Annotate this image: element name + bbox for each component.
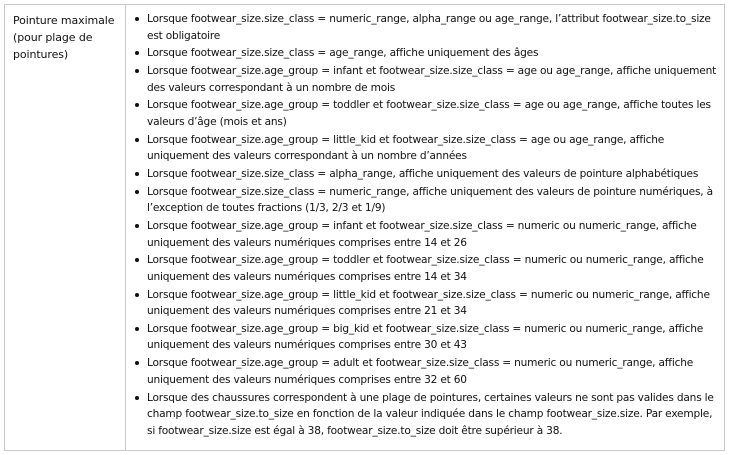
rule-text: Lorsque footwear_size.size_class = age_range, affiche uniquement des âges (147, 47, 539, 60)
bullet-icon (135, 69, 139, 73)
rule-text: Lorsque footwear_size.size_class = numeric_range, alpha_range ou age_range, l’attribut footwear_size.to_size est obligatoire (147, 13, 711, 42)
spec-table (4, 4, 725, 451)
rule-item (134, 45, 718, 62)
rule-text: Lorsque footwear_size.age_group = infant et footwear_size.size_class = age ou age_range, affiche uniquement des valeurs correspondant à un nombre de mois (147, 65, 717, 94)
rule-item (134, 355, 718, 388)
bullet-icon (135, 190, 139, 194)
bullet-icon (135, 361, 139, 365)
rule-text: Lorsque footwear_size.age_group = little_kid et footwear_size.size_class = age ou age_range, affiche uniquement des valeurs correspondant à un nombre d’années (147, 133, 665, 163)
bullet-icon (135, 258, 139, 262)
rule-text: Lorsque footwear_size.age_group = little_kid et footwear_size.size_class = numeric ou numeric_range, affiche uniquement des valeurs numériques comprises entre 21 et 34 (147, 288, 710, 318)
rule-item (134, 184, 718, 217)
bullet-icon (135, 138, 139, 142)
rules-cell (126, 5, 724, 450)
rule-item (134, 287, 718, 320)
bullet-icon (135, 327, 139, 331)
rule-item (134, 132, 718, 165)
rule-item (134, 390, 718, 440)
bullet-icon (135, 51, 139, 55)
rule-item (134, 218, 718, 251)
rule-item (134, 97, 718, 130)
rule-text: Lorsque footwear_size.age_group = big_kid et footwear_size.size_class = numeric ou numeric_range, affiche uniquement des valeurs numériques comprises entre 30 et 43 (147, 322, 704, 352)
rule-text: Lorsque des chaussures correspondent à une plage de pointures, certaines valeurs ne sont pas valides dans le champ footwear_size.to_size en fonction de la valeur indiquée dans le champ footwear_size.size. Par exemple, si footwear_size.size est égal à 38, footwear_size.to_size doit être supérieur à 38. (147, 391, 714, 437)
bullet-icon (135, 17, 139, 21)
rules-list (134, 11, 718, 439)
rule-item (134, 63, 718, 96)
rule-text: Lorsque footwear_size.age_group = toddler et footwear_size.size_class = numeric ou numeric_range, affiche uniquement des valeurs numériques comprises entre 14 et 34 (147, 254, 704, 283)
attribute-label-cell (5, 5, 126, 450)
rule-item (134, 11, 718, 44)
bullet-icon (135, 103, 139, 107)
rule-text: Lorsque footwear_size.age_group = adult et footwear_size.size_class = numeric ou numeric_range, affiche uniquement des valeurs numériques comprises entre 32 et 60 (147, 357, 694, 386)
attribute-label: Pointure maximale (pour plage de pointures) (13, 14, 115, 61)
bullet-icon (135, 293, 139, 297)
rule-text: Lorsque footwear_size.age_group = infant et footwear_size.size_class = numeric ou numeric_range, affiche uniquement des valeurs numériques comprises entre 14 et 26 (147, 220, 697, 249)
bullet-icon (135, 396, 139, 400)
rule-item (134, 166, 718, 183)
rule-text: Lorsque footwear_size.age_group = toddler et footwear_size.size_class = age ou age_range, affiche toutes les valeurs d’âge (mois et ans) (147, 99, 711, 128)
rule-item (134, 321, 718, 354)
rule-text: Lorsque footwear_size.size_class = numeric_range, affiche uniquement des valeurs de pointure numériques, à l’exception de toutes fractions (1/3, 2/3 et 1/9) (147, 185, 713, 215)
bullet-icon (135, 172, 139, 176)
rule-item (134, 252, 718, 285)
rule-text: Lorsque footwear_size.size_class = alpha_range, affiche uniquement des valeurs de pointure alphabétiques (147, 167, 699, 180)
bullet-icon (135, 224, 139, 228)
